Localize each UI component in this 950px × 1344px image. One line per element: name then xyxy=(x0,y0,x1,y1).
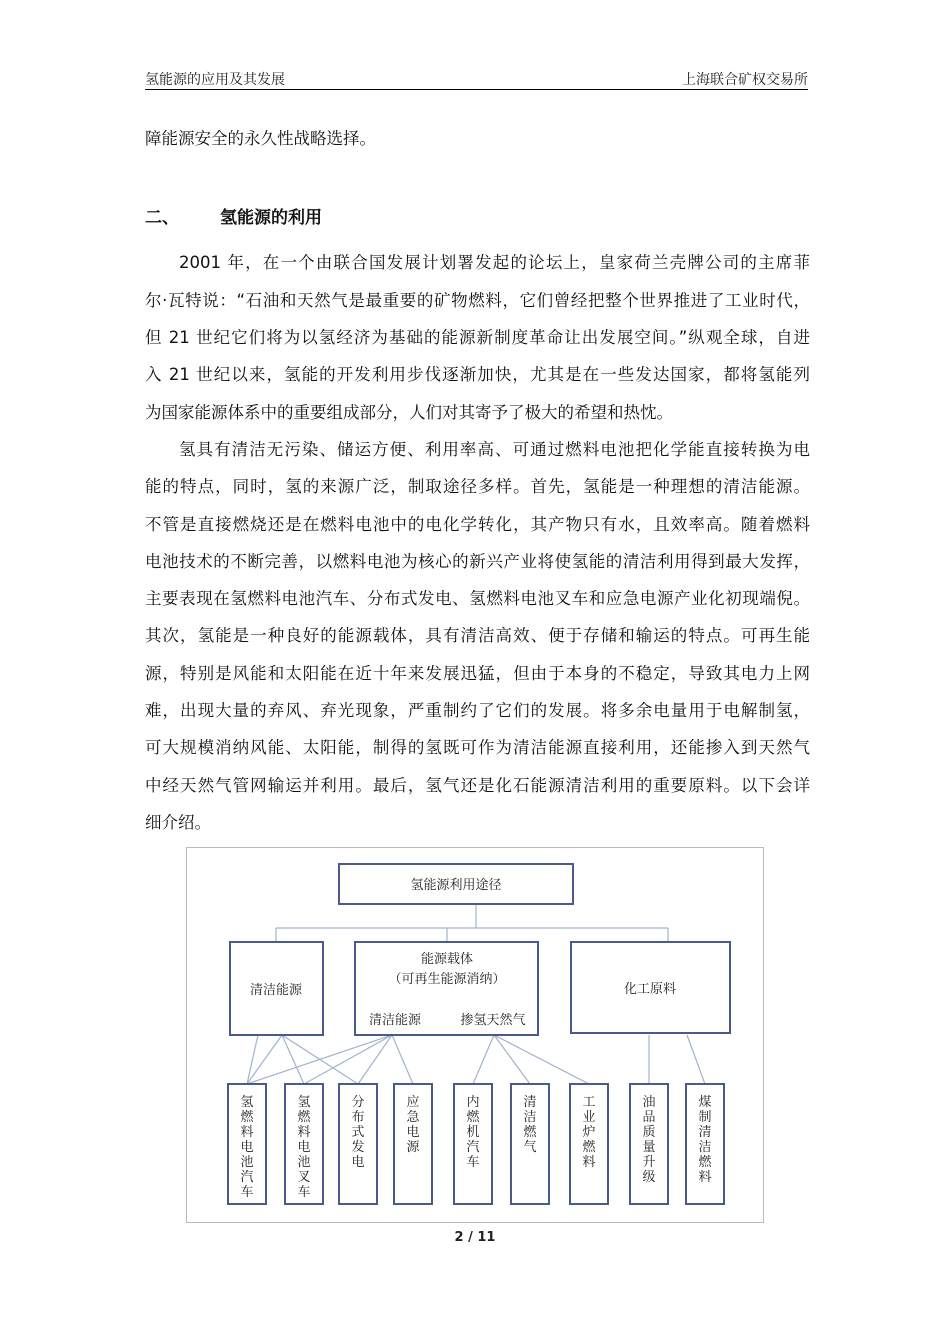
leaf-label: 油品质量升级 xyxy=(642,1095,656,1185)
paragraph-line: 入 21 世纪以来，氢能的开发利用步伐逐渐加快，尤其是在一些发达国家，都将氢能列 xyxy=(145,365,810,384)
chemical-feedstock-label: 化工原料 xyxy=(623,982,677,997)
connector xyxy=(494,1035,589,1084)
leaf-label: 氢燃料电池汽车 xyxy=(240,1095,254,1200)
energy-carrier-label: 能源载体 xyxy=(420,952,474,967)
paragraph-line: 不管是直接燃烧还是在燃料电池中的电化学转化，其产物只有水，且效率高。随着燃料 xyxy=(145,515,810,534)
energy-carrier-sublabel: （可再生能源消纳） xyxy=(388,972,506,987)
paragraph-line: 氢具有清洁无污染、储运方便、利用率高、可通过燃料电池把化学能直接转换为电 xyxy=(179,440,810,459)
paragraph-line: 可大规模消纳风能、太阳能，制得的氢既可作为清洁能源直接利用，还能掺入到天然气 xyxy=(145,738,810,757)
paragraph-line: 主要表现在氢燃料电池汽车、分布式发电、氢燃料电池叉车和应急电源产业化初现端倪。 xyxy=(145,589,810,608)
paragraph-line: 难，出现大量的弃风、弃光现象，严重制约了它们的发展。将多余电量用于电解制氢， xyxy=(145,701,810,720)
leaf-label: 内燃机汽车 xyxy=(466,1095,480,1170)
connector xyxy=(494,1035,530,1084)
paragraph-line: 其次，氢能是一种良好的能源载体，具有清洁高效、便于存储和输运的特点。可再生能 xyxy=(145,626,810,645)
header-title: 氢能源的应用及其发展 xyxy=(145,72,285,88)
paragraph-line: 为国家能源体系中的重要组成部分，人们对其寄予了极大的希望和热忱。 xyxy=(145,403,673,422)
paragraph-line: 源，特别是风能和太阳能在近十年来发展迅猛，但由于本身的不稳定，导致其电力上网 xyxy=(145,664,810,683)
connector xyxy=(392,1035,413,1084)
paragraph-line: 2001 年，在一个由联合国发展计划署发起的论坛上，皇家荷兰壳牌公司的主席菲 xyxy=(179,253,810,272)
paragraph-line: 细介绍。 xyxy=(145,813,211,832)
section-number: 二、 xyxy=(145,208,179,228)
leaf-group xyxy=(228,1084,724,1204)
paragraph-line: 中经天然气管网输运并利用。最后，氢气还是化石能源清洁利用的重要原料。以下会详 xyxy=(145,776,810,795)
leaf-label: 应急电源 xyxy=(406,1095,420,1155)
leaf-label: 氢燃料电池叉车 xyxy=(297,1095,311,1200)
clean-energy-label: 清洁能源 xyxy=(249,983,303,998)
connector xyxy=(358,1035,392,1084)
page-header xyxy=(145,69,808,90)
root-label: 氢能源利用途径 xyxy=(410,878,502,893)
connector xyxy=(304,1035,392,1084)
leaf-label: 清洁燃气 xyxy=(523,1095,537,1155)
diagram-canvas xyxy=(187,848,765,1224)
section-title: 氢能源的利用 xyxy=(220,208,322,228)
connector xyxy=(473,1035,494,1084)
header-organization: 上海联合矿权交易所 xyxy=(682,72,808,88)
carrier-blended-gas-label: 掺氢天然气 xyxy=(460,1013,526,1028)
leaf-label: 分布式发电 xyxy=(351,1095,365,1170)
paragraph-line: 能的特点，同时，氢的来源广泛，制取途径多样。首先，氢能是一种理想的清洁能源。 xyxy=(145,477,810,496)
connector xyxy=(247,1035,392,1084)
hydrogen-usage-diagram xyxy=(186,847,764,1223)
leaf-label: 煤制清洁燃料 xyxy=(698,1095,712,1185)
paragraph-line: 尔·瓦特说：“石油和天然气是最重要的矿物燃料，它们曾经把整个世界推进了工业时代， xyxy=(145,291,810,310)
page-number: 2 / 11 xyxy=(454,1230,496,1245)
connector xyxy=(687,1035,705,1084)
paragraph-line: 但 21 世纪它们将为以氢经济为基础的能源新制度革命让出发展空间。”纵观全球，自进 xyxy=(145,328,810,347)
leaf-label: 工业炉燃料 xyxy=(582,1095,596,1170)
paragraph-line: 电池技术的不断完善，以燃料电池为核心的新兴产业将使氢能的清洁利用得到最大发挥， xyxy=(145,552,810,571)
carryover-line: 障能源安全的永久性战略选择。 xyxy=(145,129,376,148)
carrier-clean-energy-label: 清洁能源 xyxy=(368,1013,422,1028)
